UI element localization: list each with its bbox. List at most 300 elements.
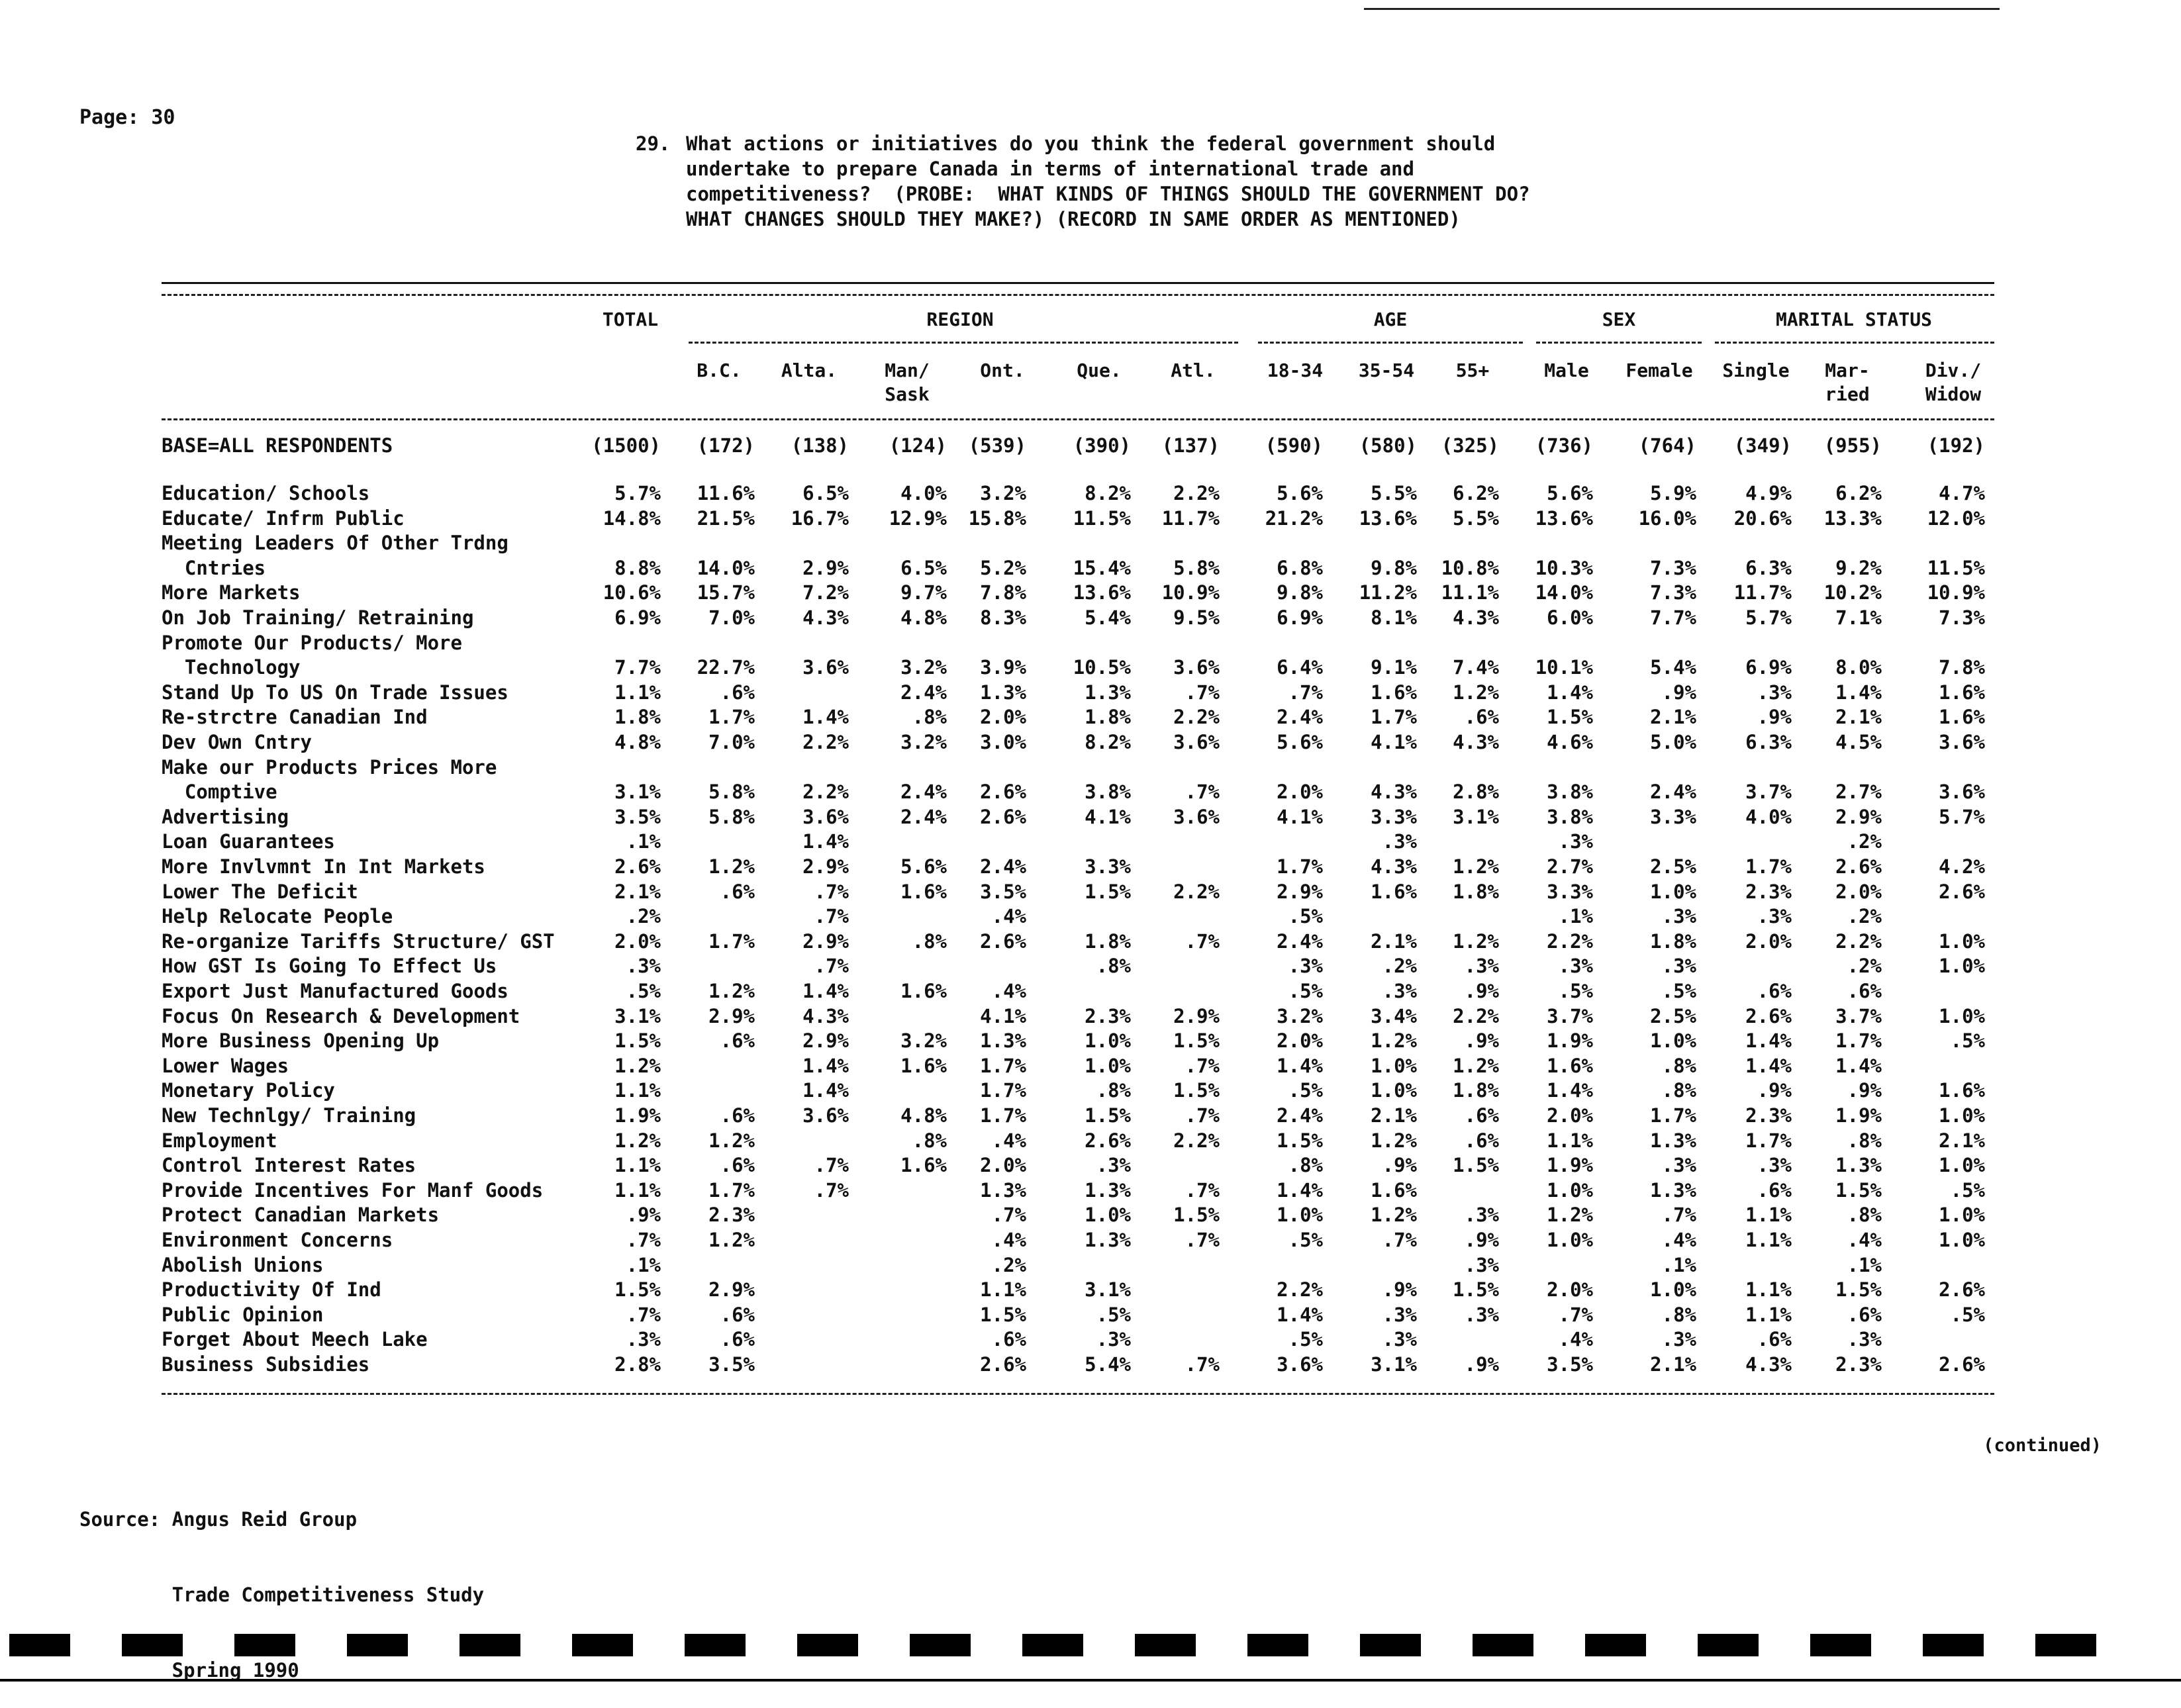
table-cell: 2.2% — [802, 731, 849, 753]
table-cell: 8.0% — [1835, 656, 1882, 679]
table-cell: 1.9% — [1547, 1029, 1593, 1052]
table-cell: 2.0% — [1547, 1104, 1593, 1127]
table-cell: 8.2% — [1085, 731, 1131, 753]
table-cell: 1.3% — [1650, 1129, 1696, 1152]
table-cell: 3.6% — [1939, 781, 1985, 803]
table-cell: .8% — [1847, 1204, 1882, 1226]
table-cell: 1.5% — [1547, 706, 1593, 728]
group-header-marital-status: MARITAL STATUS — [1775, 308, 1932, 330]
table-cell: .5% — [1288, 905, 1323, 927]
table-cell: 5.6% — [1547, 482, 1593, 504]
table-cell: 1.1% — [614, 1179, 661, 1202]
table-cell: .8% — [1661, 1079, 1696, 1102]
continued-note: (continued) — [1983, 1435, 2102, 1456]
table-cell: 2.0% — [1547, 1278, 1593, 1301]
table-cell: .7% — [1185, 1055, 1220, 1077]
source-line: Trade Competitiveness Study — [79, 1584, 485, 1606]
table-cell: 2.6% — [1745, 1005, 1792, 1027]
table-cell: 7.0% — [708, 731, 755, 753]
table-cell: 2.4% — [1650, 781, 1696, 803]
header-bottom-rule — [162, 418, 1994, 420]
table-cell: .6% — [720, 681, 755, 704]
table-cell: .3% — [1757, 681, 1792, 704]
table-cell: 3.7% — [1547, 1005, 1593, 1027]
table-cell: .2% — [991, 1254, 1026, 1276]
table-cell: 1.0% — [1650, 1278, 1696, 1301]
table-cell: 1.6% — [900, 1055, 947, 1077]
table-cell: 1.1% — [614, 1154, 661, 1176]
table-cell: .6% — [1847, 1304, 1882, 1326]
table-cell: 6.8% — [1277, 557, 1323, 579]
table-cell: 1.4% — [1547, 1079, 1593, 1102]
table-cell: 9.8% — [1277, 581, 1323, 604]
film-mark — [797, 1634, 858, 1656]
bottom-edge-rule — [0, 1679, 2181, 1682]
table-cell: 1.2% — [708, 855, 755, 878]
table-cell: 5.9% — [1650, 482, 1696, 504]
table-cell: 4.3% — [1453, 731, 1499, 753]
table-cell: 2.1% — [1939, 1129, 1985, 1152]
row-label: Business Subsidies — [162, 1353, 370, 1376]
row-label: Cntries — [162, 557, 266, 579]
table-cell: 2.2% — [1835, 930, 1882, 953]
table-cell: 2.1% — [1650, 1353, 1696, 1376]
table-cell: 4.3% — [802, 606, 849, 629]
table-cell: 3.8% — [1547, 781, 1593, 803]
table-cell: .5% — [1950, 1304, 1985, 1326]
table-cell: 1.3% — [980, 681, 1026, 704]
table-cell: .7% — [814, 955, 849, 977]
table-cell: 1.4% — [1835, 1055, 1882, 1077]
table-cell: .7% — [814, 1154, 849, 1176]
row-label: Education/ Schools — [162, 482, 370, 504]
table-cell: (390) — [1073, 434, 1131, 457]
table-cell: .4% — [991, 905, 1026, 927]
table-cell: 1.6% — [1371, 1179, 1417, 1202]
table-cell: .7% — [1661, 1204, 1696, 1226]
table-cell: .8% — [1847, 1129, 1882, 1152]
row-label: Advertising — [162, 806, 289, 828]
table-cell: 1.1% — [614, 1079, 661, 1102]
column-header: Div./ Widow — [1925, 359, 1982, 405]
table-bottom-rule — [162, 1393, 1994, 1395]
table-cell: 2.9% — [802, 557, 849, 579]
table-cell: 4.1% — [1277, 806, 1323, 828]
table-cell: 4.8% — [900, 606, 947, 629]
table-cell: .7% — [626, 1304, 661, 1326]
table-cell: 4.1% — [1371, 731, 1417, 753]
table-cell: 2.6% — [1939, 1353, 1985, 1376]
table-cell: 14.0% — [1535, 581, 1593, 604]
column-header: Que. — [1077, 359, 1122, 381]
table-cell: 7.3% — [1650, 557, 1696, 579]
table-cell: 16.0% — [1638, 507, 1696, 530]
table-cell: 6.4% — [1277, 656, 1323, 679]
table-cell: 1.0% — [1547, 1179, 1593, 1202]
table-cell: .3% — [1464, 955, 1499, 977]
table-cell: .5% — [1661, 980, 1696, 1002]
table-cell: 1.5% — [1835, 1278, 1882, 1301]
table-cell: .2% — [1847, 955, 1882, 977]
table-cell: 2.4% — [1277, 930, 1323, 953]
table-cell: 1.7% — [980, 1079, 1026, 1102]
table-cell: 6.9% — [1277, 606, 1323, 629]
film-mark — [347, 1634, 408, 1656]
film-mark — [910, 1634, 971, 1656]
row-label: Make our Products Prices More — [162, 756, 497, 779]
table-cell: 1.2% — [1453, 1055, 1499, 1077]
table-cell: 1.2% — [1371, 1204, 1417, 1226]
table-cell: 3.6% — [1277, 1353, 1323, 1376]
film-mark — [122, 1634, 183, 1656]
table-cell: .9% — [1757, 1079, 1792, 1102]
row-label: Public Opinion — [162, 1304, 324, 1326]
table-cell: 21.2% — [1265, 507, 1323, 530]
table-top-dashed-rule — [162, 294, 1994, 296]
table-cell: .6% — [1464, 1104, 1499, 1127]
table-cell: 3.2% — [900, 1029, 947, 1052]
table-cell: .6% — [720, 1154, 755, 1176]
table-cell: 1.4% — [1277, 1179, 1323, 1202]
row-label: Monetary Policy — [162, 1079, 335, 1102]
table-cell: 1.0% — [1939, 930, 1985, 953]
sex-underline — [1536, 342, 1702, 344]
table-cell: .1% — [1847, 1254, 1882, 1276]
table-cell: 1.3% — [1835, 1154, 1882, 1176]
table-cell: 4.6% — [1547, 731, 1593, 753]
table-cell: .9% — [626, 1204, 661, 1226]
table-cell: 1.7% — [1745, 855, 1792, 878]
table-cell: .6% — [720, 1328, 755, 1351]
table-cell: 1.0% — [1939, 1005, 1985, 1027]
table-cell: .3% — [1382, 1328, 1417, 1351]
table-cell: 3.5% — [980, 880, 1026, 903]
row-label: Meeting Leaders Of Other Trdng — [162, 532, 509, 554]
table-cell: .9% — [1757, 706, 1792, 728]
table-cell: 1.5% — [1453, 1278, 1499, 1301]
table-cell: .5% — [1288, 1328, 1323, 1351]
table-cell: 1.9% — [614, 1104, 661, 1127]
table-cell: .3% — [1661, 905, 1696, 927]
table-cell: 2.1% — [614, 880, 661, 903]
table-cell: 1.7% — [1835, 1029, 1882, 1052]
table-cell: 5.5% — [1453, 507, 1499, 530]
table-cell: 6.9% — [1745, 656, 1792, 679]
table-cell: 6.9% — [614, 606, 661, 629]
table-cell: .4% — [991, 1129, 1026, 1152]
table-cell: 6.5% — [802, 482, 849, 504]
table-cell: 1.0% — [1371, 1055, 1417, 1077]
table-cell: .2% — [1847, 905, 1882, 927]
film-mark — [234, 1634, 295, 1656]
table-cell: (325) — [1441, 434, 1499, 457]
table-cell: 6.0% — [1547, 606, 1593, 629]
table-cell: 1.2% — [708, 1229, 755, 1251]
age-underline — [1258, 342, 1523, 344]
row-label: Environment Concerns — [162, 1229, 393, 1251]
table-cell: 2.9% — [708, 1005, 755, 1027]
table-cell: 1.6% — [1547, 1055, 1593, 1077]
table-cell: .6% — [1464, 1129, 1499, 1152]
table-cell: 2.7% — [1547, 855, 1593, 878]
table-cell: 4.7% — [1939, 482, 1985, 504]
row-label: Productivity Of Ind — [162, 1278, 381, 1301]
table-cell: 1.5% — [1173, 1079, 1220, 1102]
table-cell: .3% — [1288, 955, 1323, 977]
row-label: New Technlgy/ Training — [162, 1104, 416, 1127]
table-cell: 1.6% — [900, 980, 947, 1002]
table-cell: 3.3% — [1085, 855, 1131, 878]
row-label: Lower Wages — [162, 1055, 289, 1077]
table-cell: 3.2% — [900, 731, 947, 753]
film-mark — [1585, 1634, 1646, 1656]
table-cell: 1.7% — [1745, 1129, 1792, 1152]
table-cell: 6.2% — [1835, 482, 1882, 504]
table-cell: .3% — [1464, 1304, 1499, 1326]
table-cell: .5% — [1950, 1029, 1985, 1052]
row-label: Technology — [162, 656, 301, 679]
film-mark — [1473, 1634, 1533, 1656]
table-cell: 2.8% — [1453, 781, 1499, 803]
top-edge-rule — [1364, 8, 2000, 10]
table-cell: 10.6% — [603, 581, 661, 604]
table-cell: 5.7% — [1745, 606, 1792, 629]
table-cell: 1.2% — [1453, 930, 1499, 953]
table-cell: .3% — [1757, 1154, 1792, 1176]
table-cell: 2.9% — [802, 930, 849, 953]
table-cell: 2.6% — [980, 781, 1026, 803]
table-cell: 9.1% — [1371, 656, 1417, 679]
table-cell: .8% — [1288, 1154, 1323, 1176]
table-cell: .6% — [720, 1104, 755, 1127]
table-cell: (736) — [1535, 434, 1593, 457]
table-cell: 3.5% — [1547, 1353, 1593, 1376]
row-label: Employment — [162, 1129, 277, 1152]
table-cell: (124) — [889, 434, 947, 457]
table-cell: 2.6% — [980, 930, 1026, 953]
table-cell: 5.8% — [708, 781, 755, 803]
table-cell: 7.0% — [708, 606, 755, 629]
row-label: Provide Incentives For Manf Goods — [162, 1179, 544, 1202]
table-cell: 3.2% — [900, 656, 947, 679]
table-cell: 6.3% — [1745, 731, 1792, 753]
row-label: On Job Training/ Retraining — [162, 606, 474, 629]
table-cell: 4.1% — [980, 1005, 1026, 1027]
column-header: 55+ — [1455, 359, 1490, 381]
table-cell: 2.0% — [980, 1154, 1026, 1176]
column-header: Ont. — [980, 359, 1025, 381]
table-cell: 2.2% — [1547, 930, 1593, 953]
table-cell: .7% — [814, 880, 849, 903]
table-cell: 11.5% — [1927, 557, 1985, 579]
table-cell: 1.4% — [802, 706, 849, 728]
table-cell: 11.2% — [1359, 581, 1417, 604]
row-label: Stand Up To US On Trade Issues — [162, 681, 509, 704]
table-cell: 4.5% — [1835, 731, 1882, 753]
table-cell: 5.7% — [614, 482, 661, 504]
table-cell: 7.1% — [1835, 606, 1882, 629]
table-cell: 3.7% — [1745, 781, 1792, 803]
table-cell: .4% — [991, 980, 1026, 1002]
table-cell: 10.1% — [1535, 656, 1593, 679]
table-cell: 1.0% — [1085, 1204, 1131, 1226]
table-cell: 2.4% — [900, 681, 947, 704]
table-cell: .5% — [1288, 1229, 1323, 1251]
table-cell: 2.9% — [1277, 880, 1323, 903]
column-header: Alta. — [781, 359, 838, 381]
table-cell: 1.5% — [1277, 1129, 1323, 1152]
question-line: competitiveness? (PROBE: WHAT KINDS OF THINGS SHOULD THE GOVERNMENT DO? — [686, 183, 1530, 205]
table-cell: 3.0% — [980, 731, 1026, 753]
table-cell: (172) — [697, 434, 755, 457]
table-cell: 1.8% — [1453, 1079, 1499, 1102]
table-cell: .8% — [912, 706, 947, 728]
column-header: Female — [1625, 359, 1693, 381]
table-cell: 3.2% — [980, 482, 1026, 504]
table-cell: 1.4% — [1277, 1304, 1323, 1326]
table-cell: 1.2% — [1371, 1029, 1417, 1052]
table-cell: 1.8% — [1650, 930, 1696, 953]
table-cell: 10.9% — [1161, 581, 1220, 604]
table-cell: 2.2% — [1277, 1278, 1323, 1301]
table-cell: 1.6% — [900, 1154, 947, 1176]
table-cell: 1.0% — [1939, 1229, 1985, 1251]
table-cell: 3.5% — [708, 1353, 755, 1376]
row-label: Forget About Meech Lake — [162, 1328, 428, 1351]
table-cell: 1.7% — [1371, 706, 1417, 728]
table-cell: (580) — [1359, 434, 1417, 457]
table-cell: 1.1% — [980, 1278, 1026, 1301]
table-cell: 3.8% — [1085, 781, 1131, 803]
table-cell: .7% — [814, 905, 849, 927]
table-cell: 1.3% — [1085, 1179, 1131, 1202]
column-header: B.C. — [697, 359, 742, 381]
table-cell: .7% — [1185, 1104, 1220, 1127]
table-cell: 2.4% — [980, 855, 1026, 878]
table-cell: .9% — [1464, 980, 1499, 1002]
table-cell: .1% — [1661, 1254, 1696, 1276]
table-cell: 3.8% — [1547, 806, 1593, 828]
table-cell: 1.2% — [1547, 1204, 1593, 1226]
table-cell: .4% — [1661, 1229, 1696, 1251]
page-number: Page: 30 — [79, 106, 175, 129]
table-cell: 13.6% — [1359, 507, 1417, 530]
table-cell: 2.9% — [708, 1278, 755, 1301]
table-cell: 2.4% — [1277, 1104, 1323, 1127]
column-header: 18-34 — [1267, 359, 1324, 381]
table-cell: .9% — [1382, 1278, 1417, 1301]
table-cell: 1.1% — [1745, 1229, 1792, 1251]
table-cell: 1.5% — [1173, 1029, 1220, 1052]
table-cell: 4.1% — [1085, 806, 1131, 828]
table-cell: 7.3% — [1939, 606, 1985, 629]
table-cell: 9.2% — [1835, 557, 1882, 579]
table-cell: 1.8% — [1085, 930, 1131, 953]
table-cell: .6% — [720, 1029, 755, 1052]
table-cell: .2% — [1847, 830, 1882, 853]
table-cell: 1.2% — [708, 980, 755, 1002]
table-cell: 5.8% — [708, 806, 755, 828]
table-cell: 1.4% — [802, 1055, 849, 1077]
table-cell: (955) — [1823, 434, 1882, 457]
table-cell: 2.3% — [1835, 1353, 1882, 1376]
table-cell: 12.9% — [889, 507, 947, 530]
table-cell: 3.6% — [802, 1104, 849, 1127]
table-cell: 5.5% — [1371, 482, 1417, 504]
table-cell: 13.6% — [1535, 507, 1593, 530]
source-line: Source: Angus Reid Group — [79, 1508, 358, 1531]
table-cell: 4.3% — [802, 1005, 849, 1027]
table-cell: 2.4% — [900, 781, 947, 803]
table-cell: 2.9% — [802, 855, 849, 878]
table-cell: .5% — [1950, 1179, 1985, 1202]
table-cell: 1.5% — [980, 1304, 1026, 1326]
row-label: Re-organize Tariffs Structure/ GST — [162, 930, 555, 953]
table-cell: 5.6% — [1277, 482, 1323, 504]
table-cell: 2.2% — [1173, 880, 1220, 903]
table-cell: .8% — [1096, 1079, 1131, 1102]
table-cell: 1.1% — [1745, 1278, 1792, 1301]
table-cell: .6% — [1757, 1179, 1792, 1202]
table-cell: 10.5% — [1073, 656, 1131, 679]
table-cell: 1.0% — [1547, 1229, 1593, 1251]
table-cell: .6% — [1847, 980, 1882, 1002]
table-cell: 1.2% — [614, 1055, 661, 1077]
table-cell: 2.6% — [614, 855, 661, 878]
table-cell: 1.1% — [1547, 1129, 1593, 1152]
table-cell: .6% — [1464, 706, 1499, 728]
table-cell: .9% — [1847, 1079, 1882, 1102]
table-cell: 10.9% — [1927, 581, 1985, 604]
table-cell: 2.6% — [980, 1353, 1026, 1376]
table-cell: .7% — [991, 1204, 1026, 1226]
table-cell: 4.8% — [614, 731, 661, 753]
table-cell: 20.6% — [1733, 507, 1792, 530]
table-cell: 5.6% — [900, 855, 947, 878]
table-cell: 7.4% — [1453, 656, 1499, 679]
table-cell: .5% — [1096, 1304, 1131, 1326]
table-cell: 1.2% — [708, 1129, 755, 1152]
table-cell: 1.1% — [1745, 1204, 1792, 1226]
table-cell: 1.8% — [1085, 706, 1131, 728]
film-mark — [1810, 1634, 1871, 1656]
table-cell: 1.0% — [1085, 1029, 1131, 1052]
table-cell: .7% — [1288, 681, 1323, 704]
table-cell: 2.9% — [802, 1029, 849, 1052]
table-cell: .1% — [626, 1254, 661, 1276]
group-header-region: REGION — [926, 308, 994, 330]
film-mark — [572, 1634, 633, 1656]
table-cell: .3% — [1558, 830, 1593, 853]
table-cell: 9.8% — [1371, 557, 1417, 579]
table-cell: .2% — [626, 905, 661, 927]
table-cell: .3% — [1661, 1154, 1696, 1176]
table-cell: 1.5% — [1835, 1179, 1882, 1202]
column-header: 35-54 — [1358, 359, 1415, 381]
table-cell: 2.0% — [614, 930, 661, 953]
table-cell: 2.0% — [1835, 880, 1882, 903]
row-label: More Markets — [162, 581, 301, 604]
table-cell: .3% — [626, 1328, 661, 1351]
table-cell: 1.6% — [900, 880, 947, 903]
table-cell: 1.4% — [802, 1079, 849, 1102]
table-cell: 5.4% — [1650, 656, 1696, 679]
table-cell: 6.3% — [1745, 557, 1792, 579]
table-cell: .3% — [1847, 1328, 1882, 1351]
table-cell: 9.7% — [900, 581, 947, 604]
film-mark — [1022, 1634, 1083, 1656]
column-header: Atl. — [1171, 359, 1216, 381]
